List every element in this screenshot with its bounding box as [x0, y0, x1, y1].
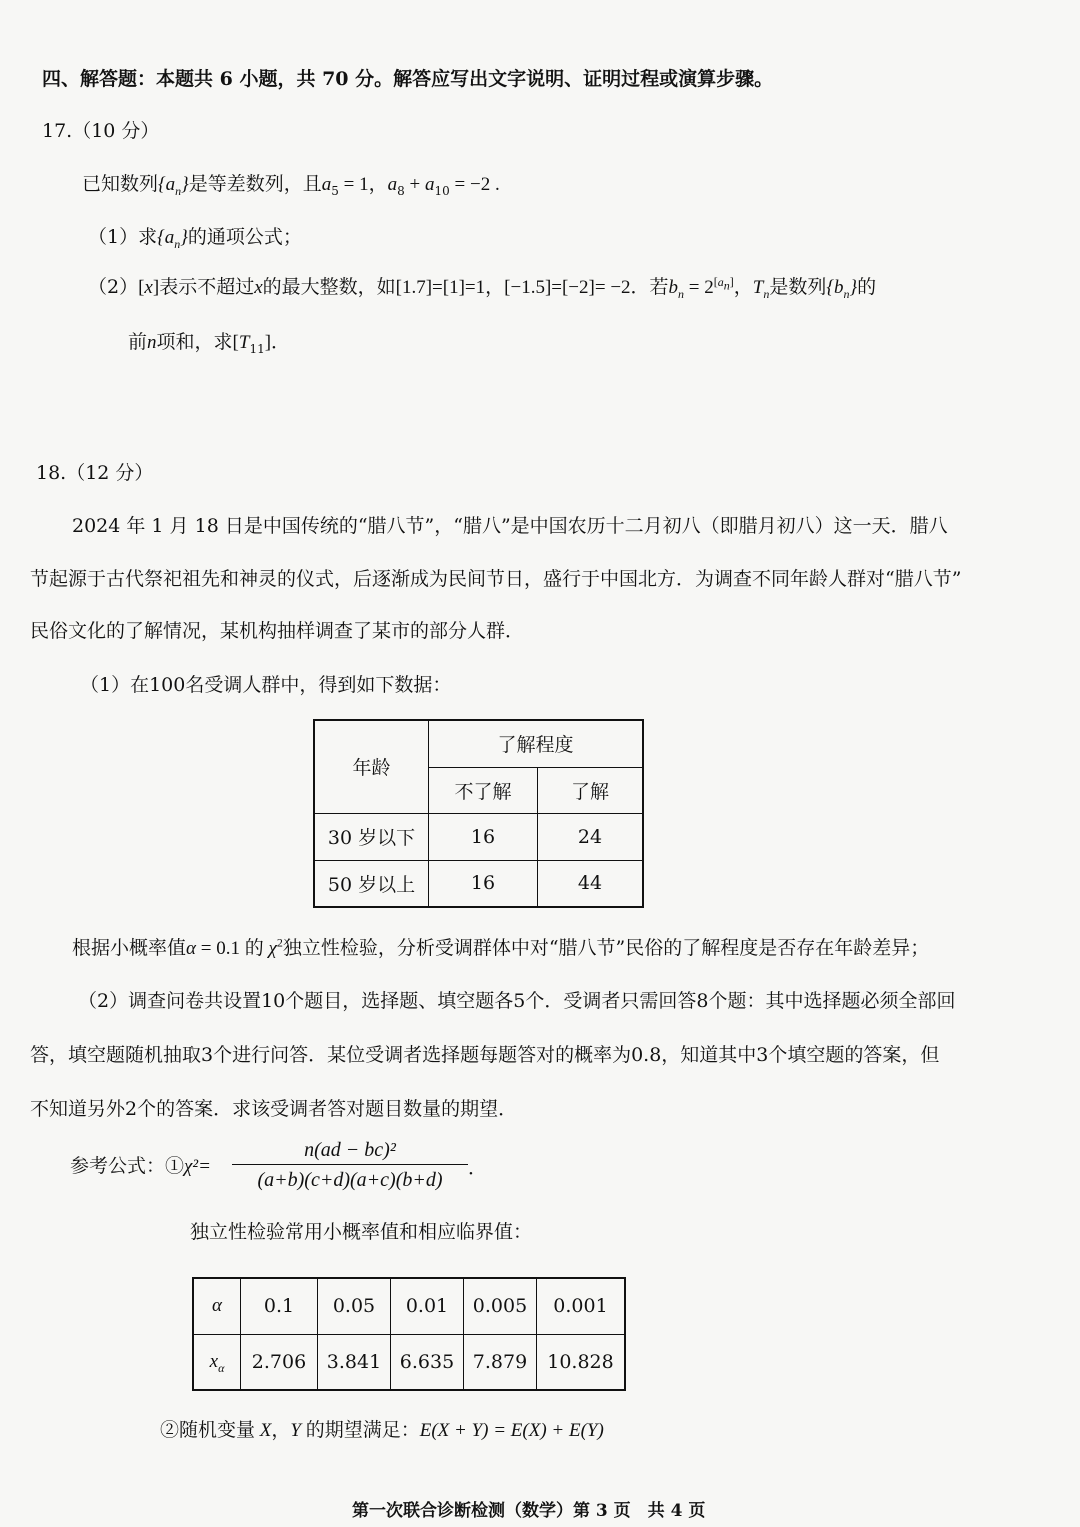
q18-part2-line1: （2）调查问卷共设置10个题目，选择题、填空题各5个．受调者只需回答8个题：其中选择题必须全部回 — [78, 990, 956, 1012]
q17-part2-line2: 前n项和，求$[T_{11}]$． — [128, 331, 291, 356]
alpha-value: 0.005 — [464, 1278, 537, 1334]
x-alpha-label: $x_\alpha$ — [193, 1334, 241, 1390]
q18-para-line2: 节起源于古代祭祀祖先和神灵的仪式，后逐渐成为民间节日，盛行于中国北方．为调查不同年龄人群对“腊八节” — [30, 568, 962, 590]
q17-part2: （2）[x]表示不超过x的最大整数，如[1.7]=[1]=1，[−1.5]=[−2]= −2．若$b_n = 2[an]$，$T_n$是数列$\{b_n\}$的 — [88, 274, 877, 301]
critical-values-table — [192, 1277, 626, 1391]
table-cell-not-understand: 16 — [429, 860, 538, 907]
q17-label: 17.（10 分） — [42, 120, 160, 142]
expectation-property: ②随机变量 X，Y 的期望满足：E(X + Y) = E(X) + E(Y) — [160, 1419, 604, 1441]
table-header-understanding: 了解程度 — [429, 720, 644, 767]
table-cell-understand: 44 — [538, 860, 644, 907]
table-row — [193, 1334, 625, 1390]
critical-value: 3.841 — [318, 1334, 391, 1390]
formula-denominator: (a+b)(c+d)(a+c)(b+d) — [257, 1169, 443, 1191]
table-cell-understand: 24 — [538, 813, 644, 860]
formula-period: ． — [468, 1157, 488, 1179]
critical-value: 10.828 — [537, 1334, 626, 1390]
alpha-value: 0.05 — [318, 1278, 391, 1334]
table-header-age: 年龄 — [314, 720, 429, 813]
q17-part1: （1）求$\{a_n\}$的通项公式； — [88, 226, 302, 251]
alpha-value: 0.1 — [241, 1278, 318, 1334]
chi-square-formula — [232, 1139, 468, 1192]
table-header-understand: 了解 — [538, 767, 644, 813]
table-cell-age: 30 岁以下 — [314, 813, 429, 860]
q18-para-line3: 民俗文化的了解情况，某机构抽样调查了某市的部分人群． — [30, 620, 525, 642]
table-cell-age: 50 岁以上 — [314, 860, 429, 907]
survey-table — [313, 719, 644, 908]
q18-part1-intro: （1）在100名受调人群中，得到如下数据： — [80, 674, 452, 696]
critical-value: 2.706 — [241, 1334, 318, 1390]
critical-value: 7.879 — [464, 1334, 537, 1390]
table-cell-not-understand: 16 — [429, 813, 538, 860]
q18-part2-line2: 答，填空题随机抽取3个进行问答．某位受调者选择题每题答对的概率为0.8，知道其中3个填空题的答案，但 — [30, 1044, 940, 1066]
page-footer: 第一次联合诊断检测（数学）第 3 页 共 4 页 — [352, 1501, 706, 1521]
q18-para-line1: 2024 年 1 月 18 日是中国传统的“腊八节”，“腊八”是中国农历十二月初八（即腊月初八）这一天．腊八 — [72, 515, 948, 537]
alpha-value: 0.001 — [537, 1278, 626, 1334]
q18-label: 18.（12 分） — [36, 462, 154, 484]
q17-intro: 已知数列$\{a_n\}$是等差数列，且$a_5 = 1$，$a_8 + a_{10} = -2$ . — [82, 173, 500, 198]
q18-part1-question: 根据小概率值α = 0.1 的 $\chi^2$独立性检验，分析受调群体中对“腊八节”民俗的了解程度是否存在年龄差异； — [72, 935, 930, 959]
formula-numerator: n(ad − bc)² — [232, 1139, 468, 1165]
critical-value: 6.635 — [391, 1334, 464, 1390]
table-header-not-understand: 不了解 — [429, 767, 538, 813]
alpha-label: α — [193, 1278, 241, 1334]
alpha-value: 0.01 — [391, 1278, 464, 1334]
q18-part2-line3: 不知道另外2个的答案．求该受调者答对题目数量的期望． — [30, 1098, 518, 1120]
table-row — [314, 813, 643, 860]
table-row — [193, 1278, 625, 1334]
table-row — [314, 860, 643, 907]
critical-values-caption: 独立性检验常用小概率值和相应临界值： — [190, 1221, 533, 1243]
section-heading: 四、解答题：本题共 6 小题，共 70 分。解答应写出文字说明、证明过程或演算步骤。 — [42, 68, 774, 90]
reference-label: 参考公式：①χ²= — [70, 1155, 211, 1177]
